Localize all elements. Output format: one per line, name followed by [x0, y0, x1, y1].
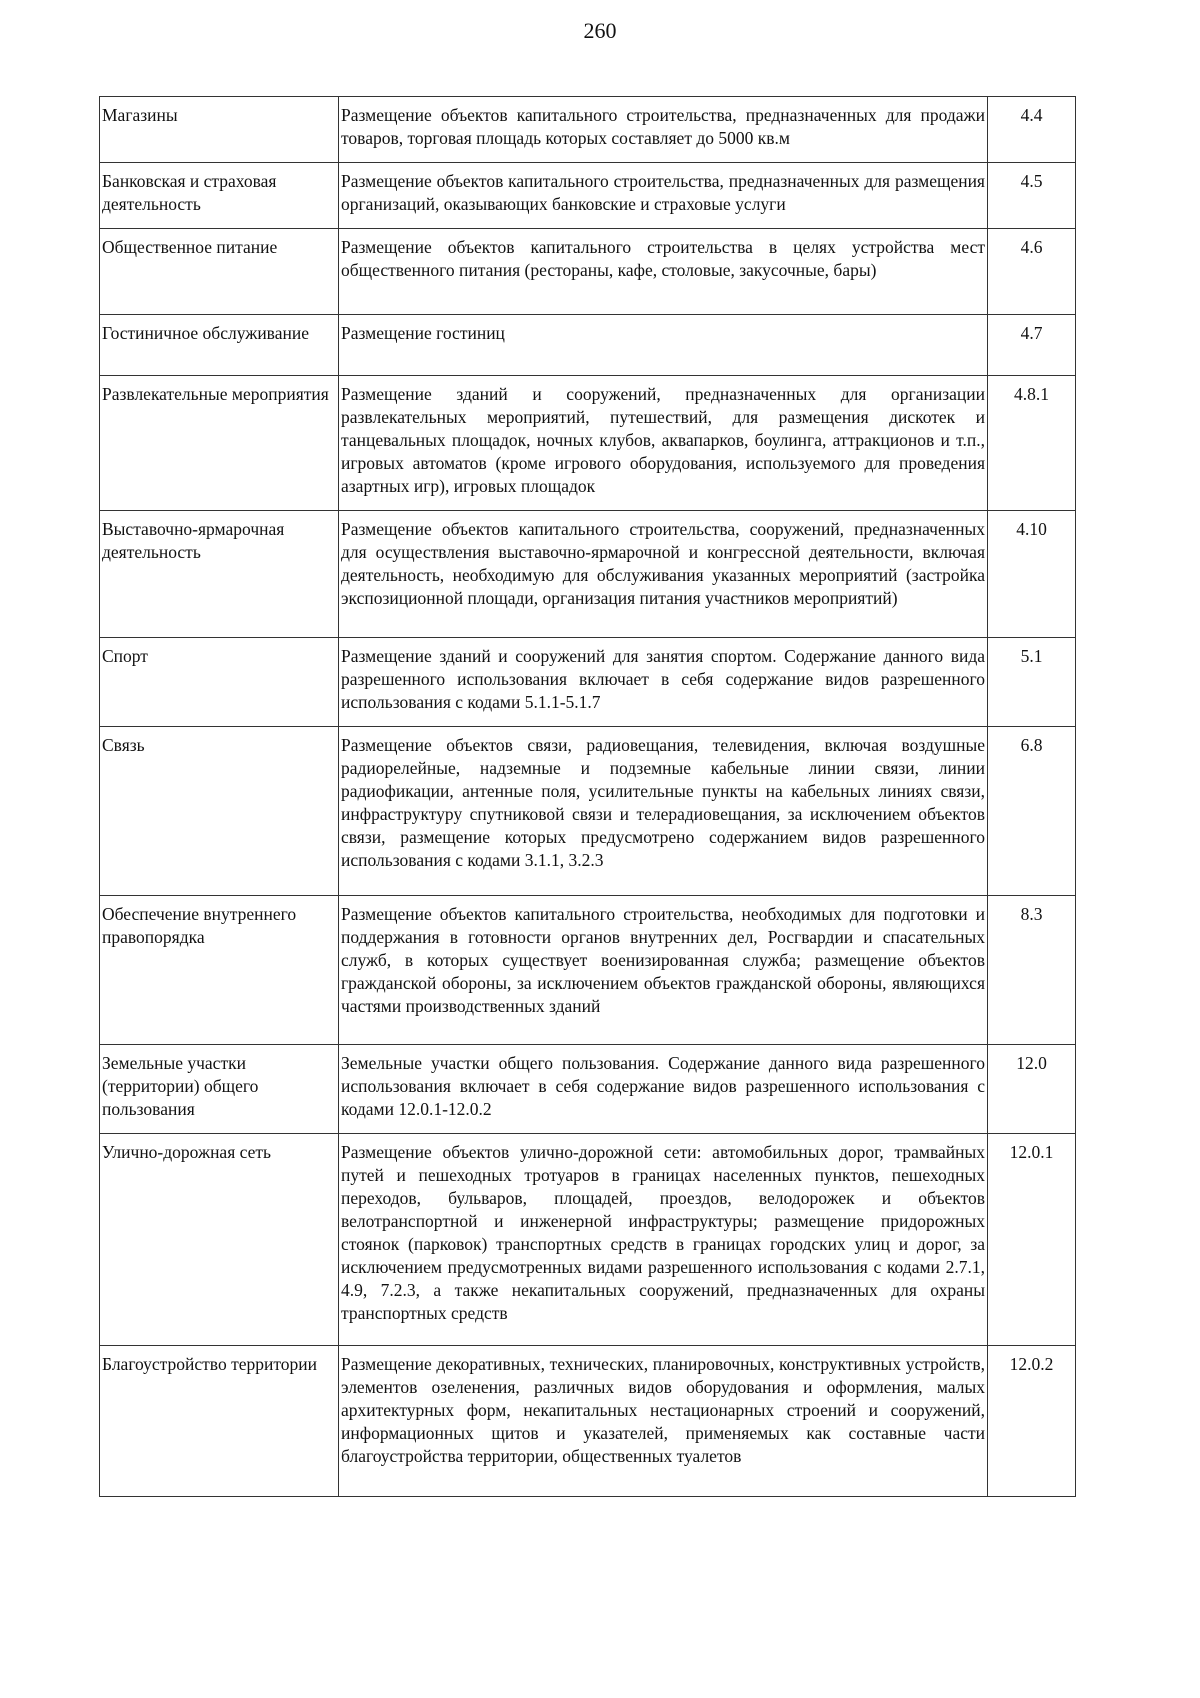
use-code-cell: 4.7 — [988, 315, 1076, 376]
use-name-cell: Обеспечение внутреннего правопорядка — [100, 896, 339, 1045]
page-number: 260 — [583, 18, 617, 43]
table-row — [100, 638, 1076, 727]
use-name-cell: Выставочно-ярмарочная деятельность — [100, 511, 339, 638]
use-code-cell: 4.6 — [988, 229, 1076, 315]
table-row — [100, 1134, 1076, 1346]
land-use-rows — [100, 97, 1076, 1497]
use-code-cell: 12.0.2 — [988, 1346, 1076, 1497]
use-description-cell: Размещение зданий и сооружений для занятия спортом. Содержание данного вида разрешенного использования включает в себя содержание видов разрешенного использования с кодами 5.1.1-5.1.7 — [339, 638, 988, 727]
use-description-cell: Размещение объектов капитального строительства, предназначенных для продажи товаров, торговая площадь которых составляет до 5000 кв.м — [339, 97, 988, 163]
table-row — [100, 511, 1076, 638]
use-name-cell: Магазины — [100, 97, 339, 163]
table-row — [100, 163, 1076, 229]
use-code-cell: 6.8 — [988, 727, 1076, 896]
use-description-cell: Размещение гостиниц — [339, 315, 988, 376]
use-description-cell: Размещение декоративных, технических, планировочных, конструктивных устройств, элементов озеленения, различных видов оборудования и оформления, малых архитектурных форм, некапитальных нестационарных строений и сооружений, информационных щитов и указателей, применяемых как составные части благоустройства территории, общественных туалетов — [339, 1346, 988, 1497]
use-name-cell: Банковская и страховая деятельность — [100, 163, 339, 229]
use-name-cell: Улично-дорожная сеть — [100, 1134, 339, 1346]
table-row — [100, 315, 1076, 376]
use-description-cell: Размещение объектов капитального строительства в целях устройства мест общественного питания (рестораны, кафе, столовые, закусочные, бары) — [339, 229, 988, 315]
table-row — [100, 229, 1076, 315]
use-name-cell: Благоустройство территории — [100, 1346, 339, 1497]
table-row — [100, 376, 1076, 511]
use-code-cell: 4.5 — [988, 163, 1076, 229]
table-row — [100, 97, 1076, 163]
table-row — [100, 727, 1076, 896]
table-row — [100, 1045, 1076, 1134]
use-code-cell: 8.3 — [988, 896, 1076, 1045]
table-row — [100, 1346, 1076, 1497]
use-code-cell: 4.10 — [988, 511, 1076, 638]
use-code-cell: 12.0 — [988, 1045, 1076, 1134]
use-name-cell: Развлекательные мероприятия — [100, 376, 339, 511]
use-name-cell: Гостиничное обслуживание — [100, 315, 339, 376]
use-name-cell: Спорт — [100, 638, 339, 727]
use-description-cell: Размещение объектов капитального строительства, необходимых для подготовки и поддержания в готовности органов внутренних дел, Росгвардии и спасательных служб, в которых существует военизированная служба; размещение объектов гражданской обороны, за исключением объектов гражданской обороны, являющихся частями производственных зданий — [339, 896, 988, 1045]
use-description-cell: Размещение объектов капитального строительства, сооружений, предназначенных для осуществления выставочно-ярмарочной и конгрессной деятельности, включая деятельность, необходимую для обслуживания указанных мероприятий (застройка экспозиционной площади, организация питания участников мероприятий) — [339, 511, 988, 638]
use-description-cell: Земельные участки общего пользования. Содержание данного вида разрешенного использования включает в себя содержание видов разрешенного использования с кодами 12.0.1-12.0.2 — [339, 1045, 988, 1134]
use-description-cell: Размещение объектов улично-дорожной сети: автомобильных дорог, трамвайных путей и пешеходных тротуаров в границах населенных пунктов, пешеходных переходов, бульваров, площадей, проездов, велодорожек и объектов велотранспортной и инженерной инфраструктуры; размещение придорожных стоянок (парковок) транспортных средств в границах городских улиц и дорог, за исключением предусмотренных видами разрешенного использования с кодами 2.7.1, 4.9, 7.2.3, а также некапитальных сооружений, предназначенных для охраны транспортных средств — [339, 1134, 988, 1346]
use-name-cell: Связь — [100, 727, 339, 896]
use-code-cell: 5.1 — [988, 638, 1076, 727]
use-code-cell: 4.8.1 — [988, 376, 1076, 511]
use-description-cell: Размещение объектов связи, радиовещания, телевидения, включая воздушные радиорелейные, надземные и подземные кабельные линии связи, линии радиофикации, антенные поля, усилительные пункты на кабельных линиях связи, инфраструктуру спутниковой связи и телерадиовещания, за исключением объектов связи, размещение которых предусмотрено содержанием видов разрешенного использования с кодами 3.1.1, 3.2.3 — [339, 727, 988, 896]
use-description-cell: Размещение зданий и сооружений, предназначенных для организации развлекательных мероприятий, путешествий, для размещения дискотек и танцевальных площадок, ночных клубов, аквапарков, боулинга, аттракционов и т.п., игровых автоматов (кроме игрового оборудования, используемого для проведения азартных игр), игровых площадок — [339, 376, 988, 511]
use-code-cell: 12.0.1 — [988, 1134, 1076, 1346]
use-name-cell: Общественное питание — [100, 229, 339, 315]
use-description-cell: Размещение объектов капитального строительства, предназначенных для размещения организаций, оказывающих банковские и страховые услуги — [339, 163, 988, 229]
table-row — [100, 896, 1076, 1045]
land-use-table — [99, 96, 1076, 1497]
use-code-cell: 4.4 — [988, 97, 1076, 163]
use-name-cell: Земельные участки (территории) общего пользования — [100, 1045, 339, 1134]
